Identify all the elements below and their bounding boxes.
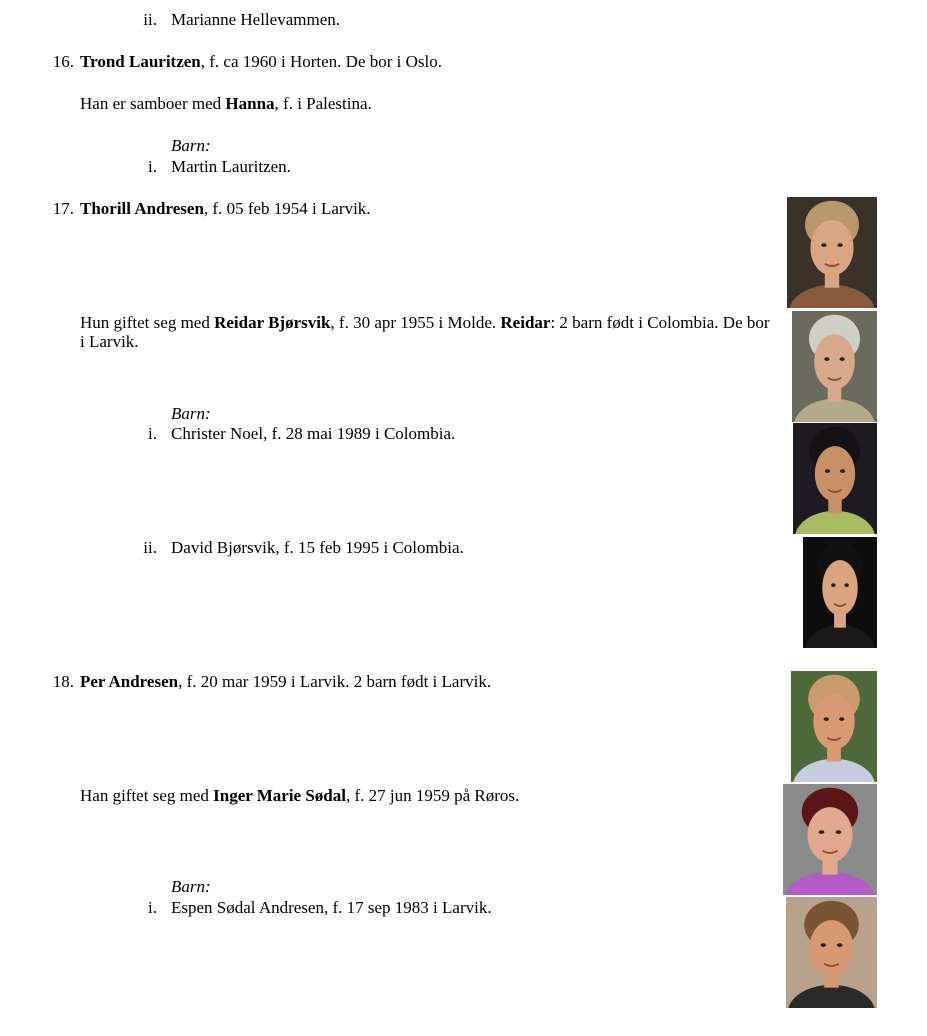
child-entry: Martin Lauritzen. (171, 157, 291, 176)
person-name: Per Andresen (80, 672, 179, 691)
person-info: , f. ca 1960 i Horten. De bor i Oslo. (200, 52, 443, 71)
portrait-photo-espen (786, 897, 877, 1008)
child-entry: David Bjørsvik, f. 15 feb 1995 i Colombia. (171, 538, 464, 557)
spouse-prefix: Hun giftet seg med (80, 313, 215, 332)
spouse-info: , f. i Palestina. (274, 94, 372, 113)
child-entry: Christer Noel, f. 28 mai 1989 i Colombia. (171, 424, 456, 443)
spouse-info: , f. 27 jun 1959 på Røros. (346, 786, 520, 805)
spouse-info: : 2 barn født i Colombia. De bor (550, 313, 770, 332)
person-entry (80, 199, 371, 219)
child-marker: i. (148, 424, 157, 443)
person-entry (80, 672, 491, 692)
child-marker: ii. (143, 10, 157, 29)
person-entry (80, 52, 442, 72)
child-marker: i. (148, 898, 157, 917)
spouse-entry (80, 313, 770, 333)
portrait-photo-david (803, 537, 877, 648)
children-label (171, 404, 211, 424)
spouse-info-continued: i Larvik. (80, 332, 139, 351)
children-label (171, 136, 211, 156)
child-entry: Marianne Hellevammen. (171, 10, 340, 29)
person-info: , f. 05 feb 1954 i Larvik. (203, 199, 371, 218)
children-label-text: Barn: (171, 404, 211, 423)
children-label-text: Barn: (171, 136, 211, 155)
child-entry: Espen Sødal Andresen, f. 17 sep 1983 i Larvik. (171, 898, 492, 917)
person-name: Trond Lauritzen (80, 52, 201, 71)
children-label-text: Barn: (171, 877, 211, 896)
person-info: , f. 20 mar 1959 i Larvik. 2 barn født i Larvik. (178, 672, 492, 691)
spouse-prefix: Han er samboer med (80, 94, 226, 113)
spouse-entry (80, 94, 372, 114)
spouse-name: Hanna (225, 94, 275, 113)
spouse-name: Inger Marie Sødal (213, 786, 346, 805)
portrait-photo-per (791, 671, 877, 782)
spouse-entry (80, 786, 519, 806)
portrait-photo-inger (783, 784, 877, 895)
person-number: 18. (52, 672, 74, 691)
spouse-mid: , f. 30 apr 1955 i Molde. (330, 313, 501, 332)
spouse-name-short: Reidar (500, 313, 551, 332)
portrait-photo-reidar (792, 311, 877, 422)
spouse-prefix: Han giftet seg med (80, 786, 214, 805)
portrait-photo-thorill (787, 197, 877, 308)
child-marker: i. (148, 157, 157, 176)
children-label (171, 877, 211, 897)
child-marker: ii. (143, 538, 157, 557)
person-number: 16. (52, 52, 74, 71)
person-number: 17. (52, 199, 74, 218)
spouse-name: Reidar Bjørsvik (214, 313, 331, 332)
portrait-photo-christer (793, 423, 877, 534)
person-name: Thorill Andresen (80, 199, 204, 218)
